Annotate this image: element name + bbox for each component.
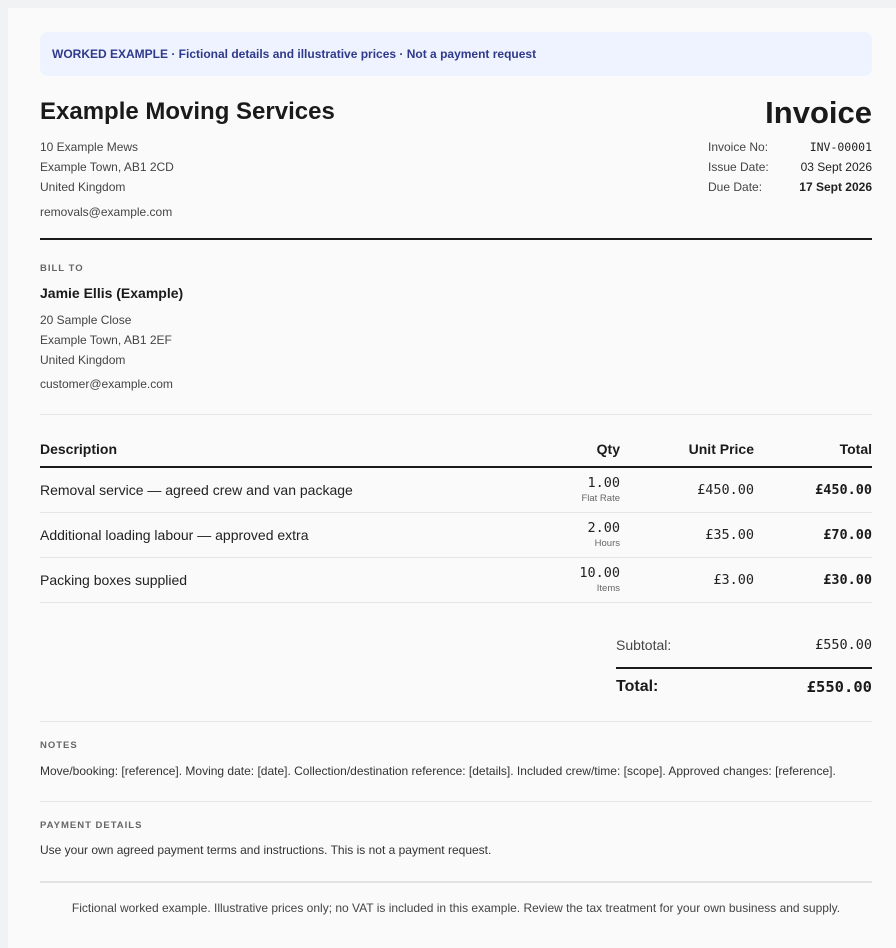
- subtotal-label: Subtotal:: [616, 637, 672, 653]
- item-qty-value: 1.00: [587, 474, 620, 491]
- invoice-number-row: [708, 137, 872, 157]
- issue-date-row: [708, 157, 872, 177]
- notes-section: [40, 722, 872, 801]
- header-qty: Qty: [596, 440, 620, 457]
- invoice-page: [8, 8, 896, 948]
- totals-section: [40, 603, 872, 721]
- item-unit-price: £450.00: [697, 482, 754, 498]
- total-label: Total:: [616, 678, 659, 695]
- table-row: [40, 558, 872, 603]
- issue-date: 03 Sept 2026: [800, 160, 872, 174]
- due-date-label: Due Date:: [708, 180, 763, 194]
- item-qty-unit: Items: [596, 582, 620, 594]
- item-qty-value: 2.00: [587, 519, 620, 536]
- due-date-row: [708, 177, 872, 197]
- item-qty: [520, 475, 620, 506]
- payment-section: [40, 802, 872, 881]
- company-address-line: 10 Example Mews: [40, 140, 139, 154]
- notes-label: NOTES: [40, 740, 78, 751]
- worked-example-banner: [40, 32, 872, 76]
- customer-address-line: Example Town, AB1 2EF: [40, 333, 172, 347]
- item-qty-unit: Flat Rate: [581, 492, 620, 504]
- bill-to-divider: [40, 414, 872, 415]
- table-header: [40, 431, 872, 468]
- company-address: [40, 137, 174, 197]
- invoice-title: Invoice: [765, 95, 872, 130]
- item-total: £450.00: [815, 482, 872, 498]
- footer-disclaimer: Fictional worked example. Illustrative prices only; no VAT is included in this example. Review the tax treatment for your own business and supply.: [71, 901, 841, 915]
- payment-text: Use your own agreed payment terms and instructions. This is not a payment request.: [40, 843, 492, 857]
- customer-address-line: United Kingdom: [40, 353, 126, 367]
- invoice-number-label: Invoice No:: [708, 140, 769, 154]
- totals-divider: [616, 667, 872, 669]
- item-description: Packing boxes supplied: [40, 572, 188, 588]
- customer-name: Jamie Ellis (Example): [40, 285, 184, 301]
- invoice-content: [40, 32, 872, 915]
- item-qty-unit: Hours: [594, 537, 620, 549]
- header-unit-price: Unit Price: [688, 440, 754, 457]
- company-address-line: Example Town, AB1 2CD: [40, 160, 174, 174]
- bill-to-label: BILL TO: [40, 263, 84, 274]
- due-date: 17 Sept 2026: [799, 180, 872, 194]
- bill-to-section: [40, 240, 872, 414]
- invoice-meta: [708, 137, 872, 197]
- line-items-table: [40, 431, 872, 603]
- banner-text: WORKED EXAMPLE · Fictional details and illustrative prices · Not a payment request: [52, 47, 537, 61]
- company-address-line: United Kingdom: [40, 180, 126, 194]
- invoice-header: [40, 76, 872, 238]
- total-row: [616, 678, 872, 696]
- item-total: £30.00: [823, 572, 872, 588]
- subtotal-row: [616, 637, 872, 653]
- header-description: Description: [40, 440, 118, 457]
- table-row: [40, 468, 872, 513]
- item-unit-price: £35.00: [705, 527, 754, 543]
- table-row: [40, 513, 872, 558]
- footer-divider: [40, 881, 872, 883]
- item-qty-value: 10.00: [579, 564, 620, 581]
- customer-address-line: 20 Sample Close: [40, 313, 132, 327]
- item-description: Removal service — agreed crew and van package: [40, 482, 353, 498]
- company-name: Example Moving Services: [40, 98, 335, 125]
- item-unit-price: £3.00: [713, 572, 754, 588]
- header-total: Total: [839, 440, 872, 457]
- total-amount: £550.00: [806, 678, 872, 696]
- item-total: £70.00: [823, 527, 872, 543]
- customer-email: customer@example.com: [40, 377, 173, 391]
- subtotal-amount: £550.00: [815, 637, 872, 653]
- invoice-number: INV-00001: [809, 140, 872, 154]
- item-qty: [520, 565, 620, 596]
- payment-label: PAYMENT DETAILS: [40, 820, 143, 831]
- customer-address: [40, 310, 172, 370]
- item-description: Additional loading labour — approved extra: [40, 527, 309, 543]
- notes-text: Move/booking: [reference]. Moving date: [date]. Collection/destination reference: [details]. Included crew/time: [scope]. Approved changes: [reference].: [40, 764, 836, 778]
- item-qty: [520, 520, 620, 551]
- company-email: removals@example.com: [40, 205, 173, 219]
- issue-date-label: Issue Date:: [708, 160, 769, 174]
